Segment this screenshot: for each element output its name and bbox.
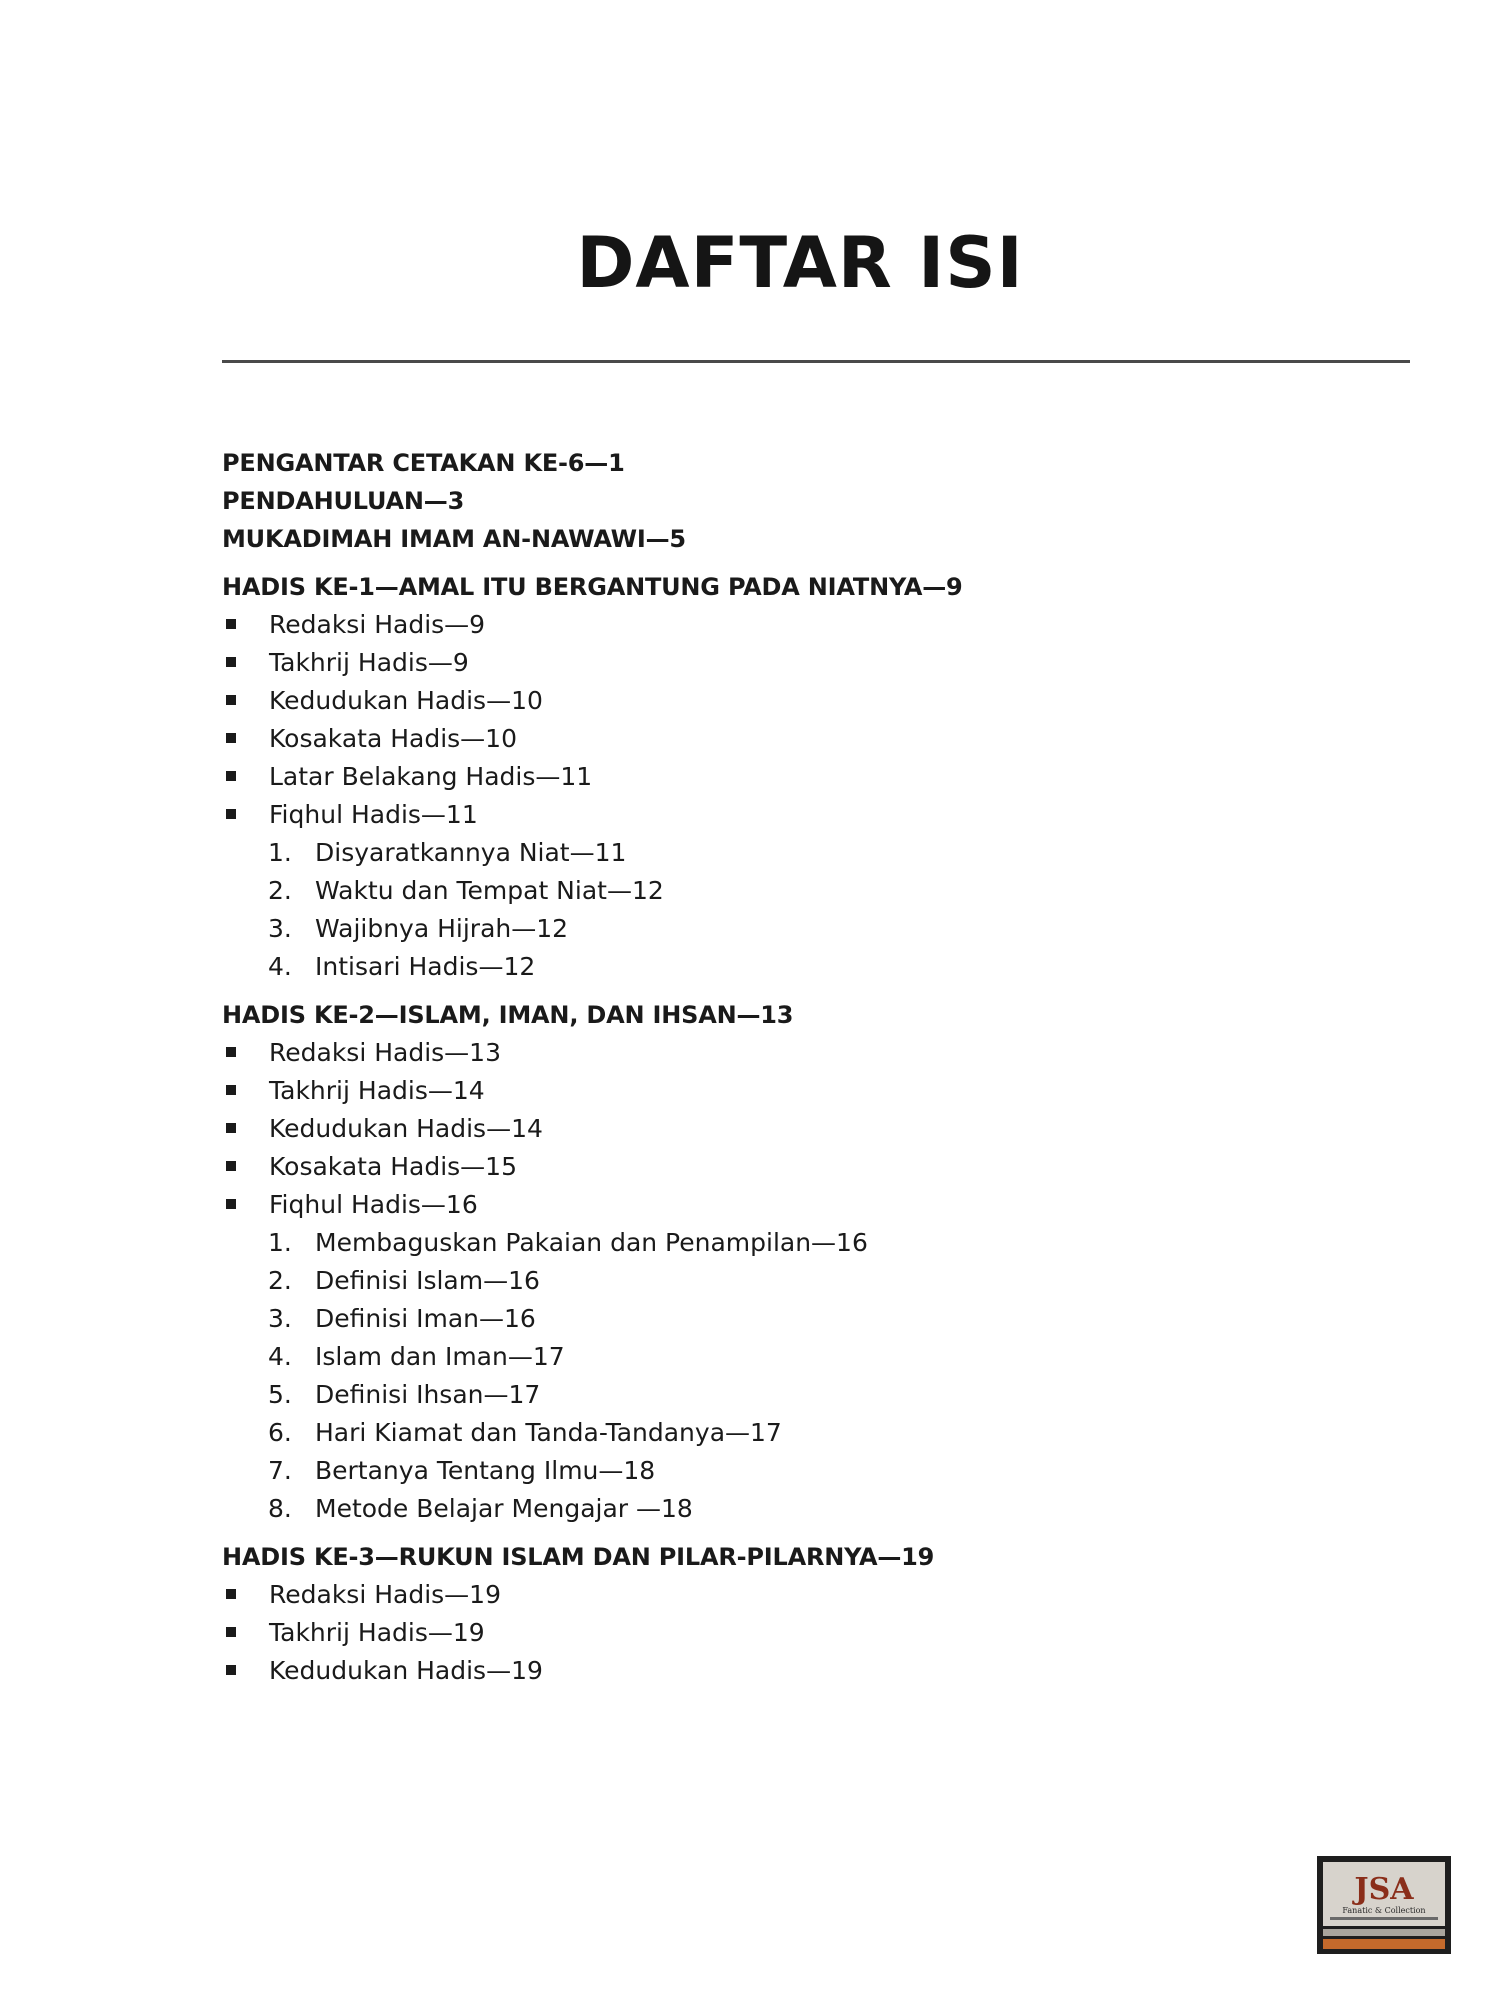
toc-item[interactable] [222, 682, 1402, 720]
bullet-square-icon [226, 1589, 236, 1599]
toc-item-label: Kedudukan Hadis—10 [269, 686, 543, 715]
subitem-label: Intisari Hadis—12 [315, 952, 536, 981]
subitem-number: 4. [268, 952, 292, 981]
toc-subitem[interactable] [222, 1376, 1402, 1414]
toc-item[interactable] [222, 1614, 1402, 1652]
toc-item-label: Takhrij Hadis—9 [269, 648, 469, 677]
bullet-square-icon [226, 695, 236, 705]
bullet-square-icon [226, 733, 236, 743]
logo-bar [1330, 1917, 1438, 1920]
toc-subitem[interactable] [222, 1414, 1402, 1452]
page-title: DAFTAR ISI [576, 222, 1024, 304]
bullet-square-icon [226, 619, 236, 629]
toc-item[interactable] [222, 1034, 1402, 1072]
bullet-square-icon [226, 1047, 236, 1057]
toc-item[interactable] [222, 1148, 1402, 1186]
toc-subitem[interactable] [222, 1300, 1402, 1338]
toc-heading-hadis-2[interactable]: HADIS KE-2—ISLAM, IMAN, DAN IHSAN—13 [222, 1001, 794, 1029]
subitem-label: Metode Belajar Mengajar —18 [315, 1494, 693, 1523]
subitem-label: Membaguskan Pakaian dan Penampilan—16 [315, 1228, 868, 1257]
subitem-number: 1. [268, 838, 292, 867]
subitem-label: Islam dan Iman—17 [315, 1342, 565, 1371]
toc-item[interactable] [222, 644, 1402, 682]
logo-keyboard [1323, 1929, 1445, 1936]
bullet-square-icon [226, 1123, 236, 1133]
logo-desk [1323, 1939, 1445, 1949]
toc-item-label: Redaksi Hadis—9 [269, 610, 486, 639]
toc-item-label: Takhrij Hadis—19 [269, 1618, 485, 1647]
bullet-square-icon [226, 1665, 236, 1675]
toc-entry-mukadimah[interactable]: MUKADIMAH IMAM AN-NAWAWI—5 [222, 525, 686, 553]
toc-entry-pengantar[interactable]: PENGANTAR CETAKAN KE-6—1 [222, 449, 625, 477]
bullet-square-icon [226, 809, 236, 819]
toc-subitem[interactable] [222, 948, 1402, 986]
jsa-logo [1316, 1855, 1452, 1955]
toc-subitem[interactable] [222, 872, 1402, 910]
toc-subitem[interactable] [222, 1490, 1402, 1528]
toc-subitem[interactable] [222, 1262, 1402, 1300]
subitem-number: 3. [268, 1304, 292, 1333]
subitem-label: Bertanya Tentang Ilmu—18 [315, 1456, 656, 1485]
toc-item[interactable] [222, 1186, 1402, 1224]
title-divider [222, 360, 1410, 363]
logo-subtitle: Fanatic & Collection [1342, 1906, 1426, 1915]
subitem-number: 3. [268, 914, 292, 943]
bullet-square-icon [226, 1085, 236, 1095]
toc-subitem[interactable] [222, 1452, 1402, 1490]
subitem-number: 6. [268, 1418, 292, 1447]
table-of-contents [222, 444, 1402, 1690]
toc-item-label: Kosakata Hadis—10 [269, 724, 517, 753]
toc-item-label: Takhrij Hadis—14 [269, 1076, 485, 1105]
toc-item-label: Kedudukan Hadis—19 [269, 1656, 543, 1685]
toc-item-label: Redaksi Hadis—19 [269, 1580, 501, 1609]
toc-entry-pendahuluan[interactable]: PENDAHULUAN—3 [222, 487, 465, 515]
bullet-square-icon [226, 1199, 236, 1209]
subitem-number: 8. [268, 1494, 292, 1523]
logo-text: JSA [1354, 1872, 1414, 1907]
toc-item[interactable] [222, 796, 1402, 834]
toc-item-label: Kedudukan Hadis—14 [269, 1114, 543, 1143]
toc-item-label: Kosakata Hadis—15 [269, 1152, 517, 1181]
toc-subitem[interactable] [222, 910, 1402, 948]
subitem-label: Disyaratkannya Niat—11 [315, 838, 627, 867]
toc-item[interactable] [222, 720, 1402, 758]
toc-item-label: Fiqhul Hadis—11 [269, 800, 478, 829]
subitem-label: Definisi Ihsan—17 [315, 1380, 541, 1409]
subitem-number: 2. [268, 876, 292, 905]
subitem-number: 1. [268, 1228, 292, 1257]
bullet-square-icon [226, 771, 236, 781]
toc-item[interactable] [222, 1652, 1402, 1690]
toc-item[interactable] [222, 1576, 1402, 1614]
subitem-label: Waktu dan Tempat Niat—12 [315, 876, 664, 905]
toc-item[interactable] [222, 1072, 1402, 1110]
subitem-number: 2. [268, 1266, 292, 1295]
bullet-square-icon [226, 657, 236, 667]
toc-subitem[interactable] [222, 834, 1402, 872]
toc-item[interactable] [222, 1110, 1402, 1148]
toc-heading-hadis-3[interactable]: HADIS KE-3—RUKUN ISLAM DAN PILAR-PILARNYA—19 [222, 1543, 935, 1571]
subitem-number: 4. [268, 1342, 292, 1371]
subitem-label: Wajibnya Hijrah—12 [315, 914, 569, 943]
toc-item[interactable] [222, 758, 1402, 796]
subitem-number: 5. [268, 1380, 292, 1409]
toc-item-label: Fiqhul Hadis—16 [269, 1190, 478, 1219]
bullet-square-icon [226, 1161, 236, 1171]
toc-item[interactable] [222, 606, 1402, 644]
subitem-label: Definisi Islam—16 [315, 1266, 540, 1295]
subitem-label: Definisi Iman—16 [315, 1304, 536, 1333]
toc-item-label: Redaksi Hadis—13 [269, 1038, 501, 1067]
toc-subitem[interactable] [222, 1338, 1402, 1376]
subitem-number: 7. [268, 1456, 292, 1485]
toc-subitem[interactable] [222, 1224, 1402, 1262]
subitem-label: Hari Kiamat dan Tanda-Tandanya—17 [315, 1418, 782, 1447]
toc-heading-hadis-1[interactable]: HADIS KE-1—AMAL ITU BERGANTUNG PADA NIATNYA—9 [222, 573, 963, 601]
bullet-square-icon [226, 1627, 236, 1637]
toc-item-label: Latar Belakang Hadis—11 [269, 762, 593, 791]
